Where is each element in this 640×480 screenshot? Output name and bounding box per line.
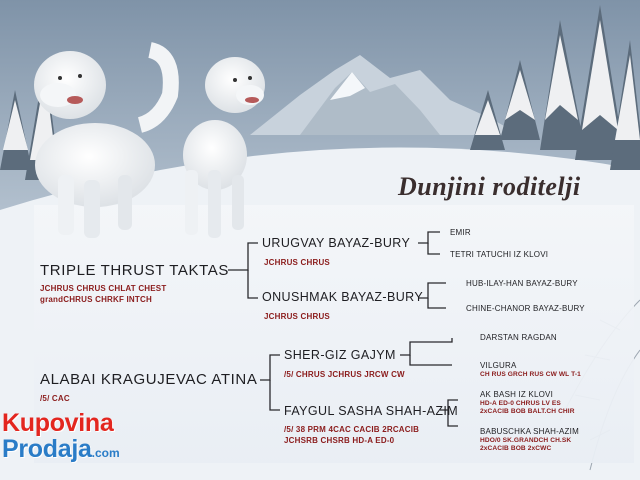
dam-dam-dam-name: BABUSCHKA SHAH-AZIM (480, 427, 579, 436)
logo-text-prodaja: Prodaja (2, 435, 92, 463)
sire-dam-name: ONUSHMAK BAYAZ-BURY (262, 290, 424, 304)
sire-dam-dam-name: CHINE-CHANOR BAYAZ-BURY (466, 304, 585, 313)
dam-dam-dam-titles-line1: HDO/0 SK.GRANDCH CH.SK (480, 437, 572, 444)
dam-sire-titles: /5/ CHRUS JCHRUS JRCW CW (284, 370, 405, 379)
dam-dam-sire-titles-line1: HD-A ED-0 CHRUS LV ES (480, 400, 561, 407)
dam-dam-titles-line2: JCHSRB CHSRB HD-A ED-0 (284, 436, 395, 445)
sire-titles-line2: grandCHRUS CHRKF INTCH (40, 295, 152, 304)
dam-dam-sire-name: AK BASH IZ KLOVI (480, 390, 554, 399)
dam-sire-sire-name: DARSTAN RAGDAN (480, 333, 557, 342)
dam-dam-sire-titles-line2: 2xCACIB BOB BALT.CH CHIR (480, 408, 575, 415)
dam-sire-dam-titles: CH RUS GRCH RUS CW WL T-1 (480, 371, 581, 378)
dam-dam-titles-line1: /5/ 38 PRM 4CAC CACIB 2RCACIB (284, 425, 420, 434)
sire-sire-name: URUGVAY BAYAZ-BURY (262, 236, 411, 250)
sire-titles-line1: JCHRUS CHRUS CHLAT CHEST (40, 284, 167, 293)
sire-sire-sire-name: EMIR (450, 228, 471, 237)
dam-sire-dam-name: VILGURA (480, 361, 517, 370)
logo-text-kupovina: Kupovina (2, 409, 114, 437)
sire-dam-sire-name: HUB-ILAY-HAN BAYAZ-BURY (466, 279, 578, 288)
site-logo[interactable] (2, 410, 120, 462)
sire-sire-dam-name: TETRI TATUCHI IZ KLOVI (450, 250, 549, 259)
dam-name: ALABAI KRAGUJEVAC ATINA (40, 371, 258, 388)
dam-titles: /5/ CAC (40, 394, 70, 403)
dam-dam-dam-titles-line2: 2xCACIB BOB 2xCWC (480, 445, 552, 452)
logo-text-com: .com (91, 446, 120, 460)
sire-dam-titles: JCHRUS CHRUS (264, 312, 330, 321)
dam-sire-name: SHER-GIZ GAJYM (284, 348, 396, 362)
dam-dam-name: FAYGUL SASHA SHAH-AZIM (284, 404, 459, 418)
sire-sire-titles: JCHRUS CHRUS (264, 258, 330, 267)
sire-name: TRIPLE THRUST TAKTAS (40, 262, 229, 279)
pedigree-title: Dunjini roditelji (398, 172, 581, 201)
